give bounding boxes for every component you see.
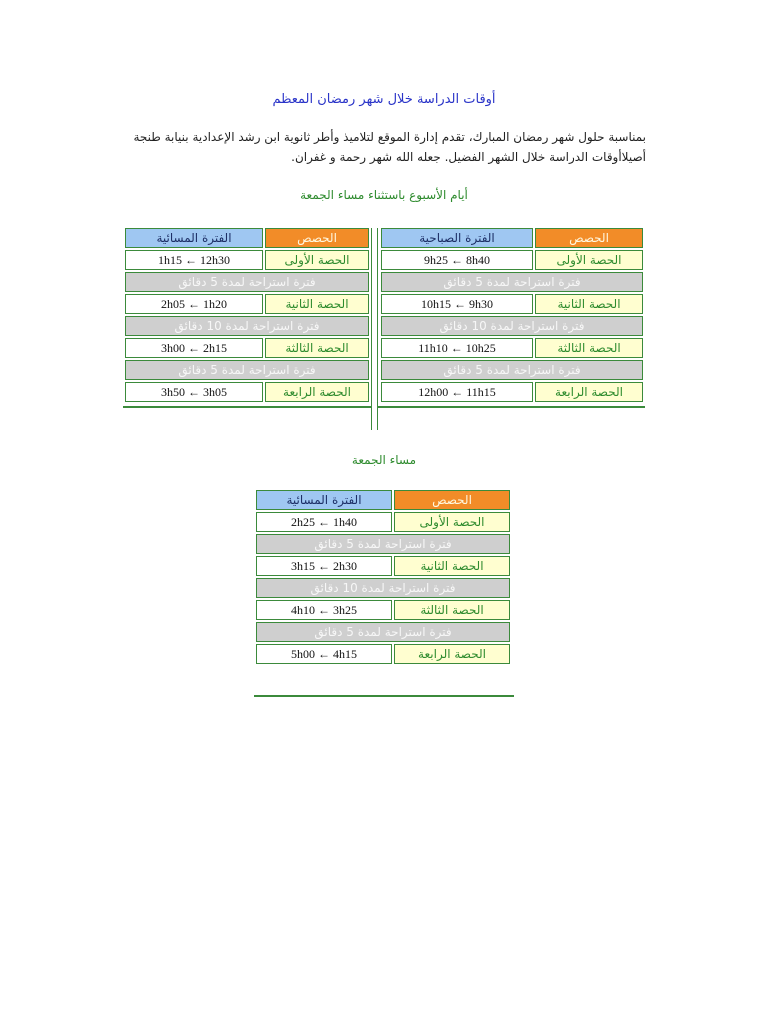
friday-heading: مساء الجمعة — [351, 453, 417, 467]
session-time: 5h00 ← 4h15 — [256, 644, 392, 664]
friday-header-periods: الحصص — [394, 490, 510, 510]
morning-header-time: الفترة الصباحية — [381, 228, 533, 248]
break-cell: فترة استراحة لمدة 5 دقائق — [125, 360, 369, 380]
break-row — [125, 360, 369, 380]
session-time: 2h05 ← 1h20 — [125, 294, 263, 314]
break-cell: فترة استراحة لمدة 5 دقائق — [381, 360, 643, 380]
session-row — [381, 338, 643, 358]
session-row — [381, 294, 643, 314]
column-separator — [371, 228, 378, 430]
session-name: الحصة الثانية — [265, 294, 369, 314]
session-row — [256, 556, 510, 576]
session-time: 3h15 ← 2h30 — [256, 556, 392, 576]
friday-schedule — [254, 488, 514, 697]
break-row — [256, 578, 510, 598]
break-cell: فترة استراحة لمدة 10 دقائق — [125, 316, 369, 336]
intro-paragraph: بمناسبة حلول شهر رمضان المبارك، تقدم إدارة الموقع لتلاميذ وأطر ثانوية ابن رشد الإعدادية بنيابة طنجة أصيلاأوقات الدراسة خلال الشهر الفضيل. جعله الله شهر رحمة و غفران. — [133, 130, 646, 164]
session-name: الحصة الثالثة — [394, 600, 510, 620]
session-time: 9h25 ← 8h40 — [381, 250, 533, 270]
session-row — [256, 512, 510, 532]
session-time: 3h50 ← 3h05 — [125, 382, 263, 402]
evening-header-time: الفترة المسائية — [125, 228, 263, 248]
session-time: 11h10 ← 10h25 — [381, 338, 533, 358]
session-name: الحصة الثالثة — [265, 338, 369, 358]
session-name: الحصة الثانية — [535, 294, 643, 314]
break-cell: فترة استراحة لمدة 5 دقائق — [125, 272, 369, 292]
session-name: الحصة الرابعة — [394, 644, 510, 664]
session-time: 3h00 ← 2h15 — [125, 338, 263, 358]
session-name: الحصة الأولى — [394, 512, 510, 532]
session-name: الحصة الثانية — [394, 556, 510, 576]
session-time: 4h10 ← 3h25 — [256, 600, 392, 620]
session-row — [125, 250, 369, 270]
session-name: الحصة الأولى — [535, 250, 643, 270]
evening-header-periods: الحصص — [265, 228, 369, 248]
friday-header-row — [256, 490, 510, 510]
break-cell: فترة استراحة لمدة 5 دقائق — [381, 272, 643, 292]
break-row — [381, 316, 643, 336]
friday-header-time: الفترة المسائية — [256, 490, 392, 510]
session-time: 2h25 ← 1h40 — [256, 512, 392, 532]
break-cell: فترة استراحة لمدة 10 دقائق — [381, 316, 643, 336]
session-row — [125, 294, 369, 314]
break-row — [381, 272, 643, 292]
morning-table — [379, 226, 645, 404]
session-row — [125, 338, 369, 358]
break-row — [256, 622, 510, 642]
weekdays-heading: أيام الأسبوع باستثناء مساء الجمعة — [300, 188, 468, 202]
break-cell: فترة استراحة لمدة 5 دقائق — [256, 534, 510, 554]
session-name: الحصة الرابعة — [535, 382, 643, 402]
session-time: 10h15 ← 9h30 — [381, 294, 533, 314]
session-name: الحصة الثالثة — [535, 338, 643, 358]
session-row — [381, 382, 643, 402]
session-row — [125, 382, 369, 402]
session-name: الحصة الأولى — [265, 250, 369, 270]
session-time: 1h15 ← 12h30 — [125, 250, 263, 270]
morning-header-row — [381, 228, 643, 248]
weekday-schedule — [123, 226, 645, 408]
evening-header-row — [125, 228, 369, 248]
evening-table — [123, 226, 371, 404]
break-row — [256, 534, 510, 554]
break-row — [125, 272, 369, 292]
break-row — [125, 316, 369, 336]
break-row — [381, 360, 643, 380]
page-title: أوقات الدراسة خلال شهر رمضان المعظم — [272, 92, 496, 107]
session-row — [256, 600, 510, 620]
session-row — [381, 250, 643, 270]
morning-header-periods: الحصص — [535, 228, 643, 248]
session-row — [256, 644, 510, 664]
session-time: 12h00 ← 11h15 — [381, 382, 533, 402]
break-cell: فترة استراحة لمدة 5 دقائق — [256, 622, 510, 642]
session-name: الحصة الرابعة — [265, 382, 369, 402]
break-cell: فترة استراحة لمدة 10 دقائق — [256, 578, 510, 598]
friday-table — [254, 488, 512, 666]
